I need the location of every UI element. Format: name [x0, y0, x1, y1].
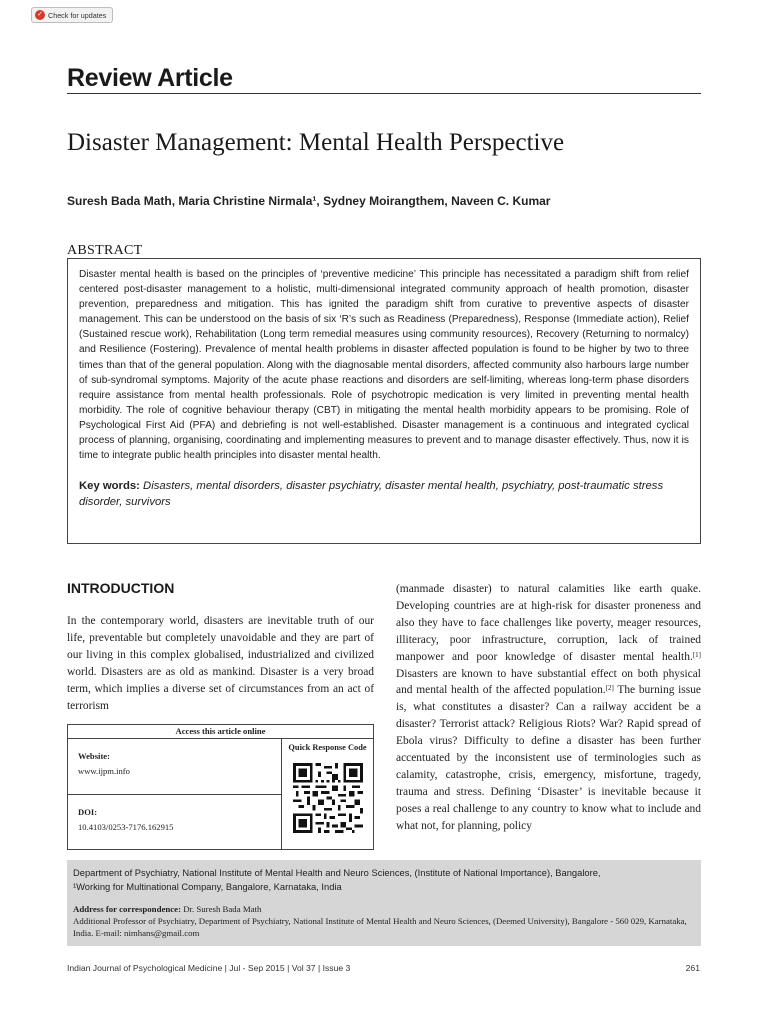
- website-link[interactable]: www.ijpm.info: [78, 766, 130, 776]
- keywords: [79, 478, 689, 510]
- introduction-heading: INTRODUCTION: [67, 580, 175, 596]
- doi-link[interactable]: 10.4103/0253-7176.162915: [78, 821, 174, 832]
- introduction-right-text-1: (manmade disaster) to natural calamities like earth quake. Developing countries are at high-risk for disaster proneness and also they have to face challenges like poverty, meager resources, illiteracy, poor infrastructure, corruption, lack of trained manpower and poor knowledge of disaster mental health.: [396, 583, 701, 663]
- abstract-text: Disaster mental health is based on the principles of ‘preventive medicine’ This principle has necessitated a paradigm shift from relief centered post-disaster management to a holistic, multi-dimensional integrated community approach of health promotion, disaster prevention, preparedness and mitigation. This has ignited the paradigm shift from curative to preventive aspects of disaster management. This can be understood on the basis of six ‘R’s such as Readiness (Preparedness), Response (Immediate action), Relief (Sustained rescue work), Rehabilitation (Long term remedial measures using community resources), Recovery (Returning to normalcy) and Resilience (Fostering). Prevalence of mental health problems in disaster affected population is found to be higher by two to three times than that of the general population. Along with the diagnosable mental disorders, affected community also harbours large number of sub-syndromal symptoms. Majority of the acute phase reactions and disorders are self-limiting, whereas long-term phase disorders require assistance from mental health professionals. Role of psychotropic medication is very limited in preventing mental health morbidity. The role of cognitive behaviour therapy (CBT) in mitigating the mental health morbidity appears to be promising. Role of Psychological First Aid (PFA) and debriefing is not well-established. Disaster management is a continuous and integrated cyclical process of planning, organising, coordinating and implementing measures to prevent and to manage disaster effectively. Thus, now it is time to integrate public health principles into disaster mental health.: [79, 269, 689, 462]
- check-for-updates-button[interactable]: [31, 7, 113, 23]
- check-for-updates-label: Check for updates: [48, 10, 107, 20]
- doi-label: DOI:: [78, 806, 98, 817]
- footer-journal-info: Indian Journal of Psychological Medicine | Jul - Sep 2015 | Vol 37 | Issue 3: [67, 963, 351, 973]
- article-type-heading: Review Article: [67, 63, 701, 94]
- qr-code-icon: [293, 763, 363, 833]
- page-number: 261: [685, 963, 700, 973]
- qr-label: Quick Response Code: [288, 743, 367, 752]
- correspondence-address: [73, 903, 695, 940]
- introduction-left-text: In the contemporary world, disasters are inevitable truth of our life, preventable but completely unavoidable and they are part of our living in this complex globalised, industrialized and civilized world. Disasters are as old as mankind. Disaster is a very broad term, which implies a diverse set of circumstances from an act of terrorism: [67, 615, 374, 712]
- introduction-right-text-2: Disasters are known to have substantial effect on both physical and mental health of the affected population.: [396, 667, 701, 697]
- correspondence-details: Additional Professor of Psychiatry, Department of Psychiatry, National Institute of Mental Health and Neuro Sciences, (Deemed University), Bangalore - 560 029, Karnataka, India. E-mail: nimhans@gmail.com: [73, 916, 687, 939]
- article-title: Disaster Management: Mental Health Perspective: [67, 129, 565, 156]
- keywords-text: Disasters, mental disorders, disaster psychiatry, disaster mental health, psychiatry, post-traumatic stress disorder, survivors: [79, 480, 664, 509]
- keywords-label: Key words:: [79, 480, 140, 493]
- check-updates-icon: ✓: [35, 10, 45, 20]
- author-list: Suresh Bada Math, Maria Christine Nirmala¹, Sydney Moirangthem, Naveen C. Kumar: [67, 194, 551, 208]
- access-box-header: Access this article online: [68, 725, 373, 739]
- affiliation-line-2: ¹Working for Multinational Company, Bangalore, Karnataka, India: [73, 881, 342, 892]
- abstract-heading: ABSTRACT: [67, 243, 143, 258]
- correspondence-name: Dr. Suresh Bada Math: [181, 904, 262, 914]
- affiliation-box: [67, 860, 701, 946]
- left-column: [67, 580, 374, 714]
- website-label: Website:: [78, 751, 110, 761]
- abstract-box: [67, 258, 701, 544]
- citation-2[interactable]: [2]: [605, 684, 614, 693]
- introduction-right-text-3: The burning issue is, what constitutes a disaster? Can a railway accident be a disaster? Terrorist attack? Religious Riots? War? Rapid spread of Ebola virus? Difficulty to define a disaster has been further accentuated by the inconsistent use of terminologies such as calamity, catastrophe, crisis, emergency, misfortune, tragedy, trauma and stress. Defining ‘Disaster’ is inevitable because it poses a real challenge to any country to know what to include and what not, for planning, policy: [396, 684, 701, 832]
- doi-cell: [68, 794, 281, 850]
- right-column: [396, 581, 701, 835]
- correspondence-label: Address for correspondence:: [73, 904, 181, 914]
- website-cell: [68, 739, 281, 794]
- access-article-online-box: [67, 724, 374, 850]
- citation-1[interactable]: [1]: [692, 650, 701, 659]
- affiliation-department: [73, 867, 695, 894]
- affiliation-line-1: Department of Psychiatry, National Institute of Mental Health and Neuro Sciences, (Institute of National Importance), Bangalore,: [73, 868, 601, 878]
